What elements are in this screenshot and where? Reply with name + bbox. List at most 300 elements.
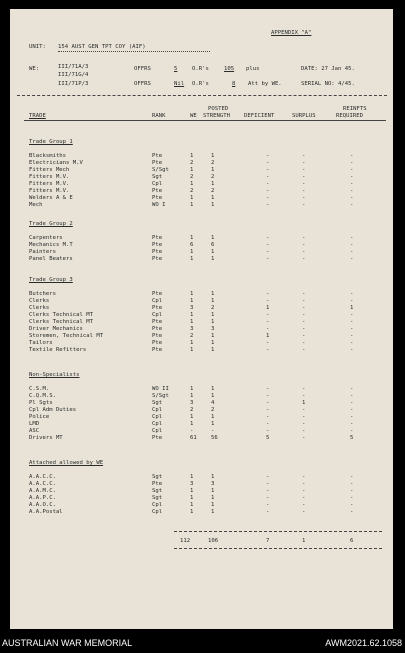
table-row	[10, 421, 393, 427]
required-cell: -	[350, 509, 354, 515]
strength-cell: 1	[211, 249, 215, 255]
rank-cell: Pte	[152, 305, 163, 311]
group-title: Trade Group 1	[29, 139, 73, 145]
total-we: 112	[180, 538, 191, 544]
we-cell: 1	[190, 256, 194, 262]
required-cell: -	[350, 242, 354, 248]
we-cell: 1	[190, 202, 194, 208]
we-cell: 2	[190, 174, 194, 180]
table-row	[10, 181, 393, 187]
deficient-cell: -	[266, 153, 270, 159]
we-cell: 1	[190, 347, 194, 353]
we-cell: 1	[190, 509, 194, 515]
we-cell: 2	[190, 188, 194, 194]
trade-cell: Clerks	[29, 298, 50, 304]
rank-cell: Sgt	[152, 400, 163, 406]
we-cell: 61	[190, 435, 197, 441]
surplus-cell: -	[302, 474, 306, 480]
surplus-cell: -	[302, 347, 306, 353]
required-cell: -	[350, 393, 354, 399]
table-row	[10, 400, 393, 406]
header-top-rule	[17, 95, 387, 96]
offrs-label-1: OFFRS	[134, 66, 151, 72]
required-cell: -	[350, 407, 354, 413]
deficient-cell: -	[266, 393, 270, 399]
col-header-deficient: DEFICIENT	[244, 113, 275, 119]
surplus-cell: -	[302, 153, 306, 159]
we-cell: 1	[190, 393, 194, 399]
trade-cell: A.A.C.C.	[29, 481, 56, 487]
we-cell: 1	[190, 291, 194, 297]
trade-cell: Clerks Technical MT	[29, 312, 93, 318]
required-cell: -	[350, 474, 354, 480]
table-row	[10, 488, 393, 494]
deficient-cell: -	[266, 312, 270, 318]
trade-cell: Pl Sgts	[29, 400, 53, 406]
col-header-we: WE	[190, 113, 197, 119]
surplus-cell: -	[302, 509, 306, 515]
required-cell: -	[350, 414, 354, 420]
strength-cell: -	[211, 428, 215, 434]
we-cell: -	[190, 428, 194, 434]
trade-cell: Fitters M.V.	[29, 188, 70, 194]
surplus-cell: 1	[302, 400, 306, 406]
deficient-cell: -	[266, 488, 270, 494]
col-header-rank: RANK	[152, 113, 166, 119]
required-cell: -	[350, 167, 354, 173]
totals-row	[10, 538, 393, 544]
table-row	[10, 509, 393, 515]
surplus-cell: -	[302, 502, 306, 508]
trade-cell: Fitters Mech	[29, 167, 70, 173]
strength-cell: 2	[211, 305, 215, 311]
surplus-cell: -	[302, 256, 306, 262]
surplus-cell: -	[302, 312, 306, 318]
strength-cell: 1	[211, 347, 215, 353]
col-header-strength: STRENGTH	[203, 113, 230, 119]
deficient-cell: -	[266, 509, 270, 515]
table-row	[10, 167, 393, 173]
required-cell: -	[350, 495, 354, 501]
deficient-cell: -	[266, 400, 270, 406]
required-cell: -	[350, 256, 354, 262]
table-row	[10, 298, 393, 304]
total-surplus: 1	[302, 538, 306, 544]
we-cell: 2	[190, 160, 194, 166]
we-cell: 1	[190, 414, 194, 420]
col-header-reinforcements: REINFTS	[343, 106, 367, 112]
surplus-cell: -	[302, 298, 306, 304]
rank-cell: Cpl	[152, 421, 163, 427]
required-cell: -	[350, 502, 354, 508]
we-cell: 1	[190, 181, 194, 187]
table-row	[10, 386, 393, 392]
surplus-cell: -	[302, 386, 306, 392]
table-row	[10, 195, 393, 201]
we-cell: 3	[190, 400, 194, 406]
rank-cell: Pte	[152, 347, 163, 353]
table-row	[10, 202, 393, 208]
required-cell: -	[350, 181, 354, 187]
we-cell: 1	[190, 474, 194, 480]
required-cell: -	[350, 347, 354, 353]
att-label: Att by WE.	[248, 81, 282, 87]
rank-cell: S/Sgt	[152, 167, 169, 173]
trade-cell: Storemen, Technical MT	[29, 333, 104, 339]
deficient-cell: -	[266, 326, 270, 332]
rank-cell: Cpl	[152, 428, 163, 434]
surplus-cell: -	[302, 326, 306, 332]
required-cell: -	[350, 249, 354, 255]
strength-cell: 1	[211, 312, 215, 318]
strength-cell: 1	[211, 474, 215, 480]
we-ref-2: III/71G/4	[58, 72, 89, 78]
trade-cell: A.A.C.C.	[29, 474, 56, 480]
strength-cell: 1	[211, 421, 215, 427]
table-row	[10, 333, 393, 339]
document-sheet	[10, 9, 393, 629]
we-cell: 1	[190, 495, 194, 501]
serial-label: SERIAL NO: 4/45.	[301, 81, 355, 87]
deficient-cell: -	[266, 340, 270, 346]
rank-cell: Cpl	[152, 509, 163, 515]
trade-cell: A.A.M.C.	[29, 488, 56, 494]
table-row	[10, 326, 393, 332]
rank-cell: Pte	[152, 319, 163, 325]
rank-cell: Cpl	[152, 407, 163, 413]
rank-cell: Cpl	[152, 502, 163, 508]
we-cell: 1	[190, 340, 194, 346]
deficient-cell: -	[266, 502, 270, 508]
strength-cell: 2	[211, 160, 215, 166]
rank-cell: Cpl	[152, 414, 163, 420]
rank-cell: Pte	[152, 153, 163, 159]
rank-cell: Pte	[152, 481, 163, 487]
we-cell: 3	[190, 305, 194, 311]
rank-cell: Pte	[152, 340, 163, 346]
deficient-cell: -	[266, 474, 270, 480]
required-cell: -	[350, 481, 354, 487]
surplus-cell: -	[302, 305, 306, 311]
ors-label-1: O.R's	[192, 66, 209, 72]
rank-cell: S/Sgt	[152, 393, 169, 399]
surplus-cell: -	[302, 249, 306, 255]
we-cell: 1	[190, 502, 194, 508]
required-cell: -	[350, 488, 354, 494]
col-header-required: REQUIRED	[336, 113, 363, 119]
strength-cell: 1	[211, 202, 215, 208]
surplus-cell: -	[302, 181, 306, 187]
strength-cell: 1	[211, 181, 215, 187]
rank-cell: WO I	[152, 202, 166, 208]
col-header-trade: TRADE	[29, 113, 46, 119]
table-row	[10, 414, 393, 420]
plus-label: plus	[246, 66, 260, 72]
deficient-cell: -	[266, 167, 270, 173]
deficient-cell: -	[266, 256, 270, 262]
rank-cell: Pte	[152, 160, 163, 166]
trade-cell: C.Q.M.S.	[29, 393, 56, 399]
rank-cell: Sgt	[152, 174, 163, 180]
deficient-cell: -	[266, 174, 270, 180]
trade-cell: Blacksmiths	[29, 153, 67, 159]
table-row	[10, 495, 393, 501]
header-bottom-rule	[24, 120, 386, 121]
required-cell: -	[350, 319, 354, 325]
date-label: DATE: 27 Jan 45.	[301, 66, 355, 72]
offrs-value-1: 5	[174, 66, 178, 72]
we-cell: 1	[190, 153, 194, 159]
table-row	[10, 235, 393, 241]
deficient-cell: -	[266, 347, 270, 353]
strength-cell: 1	[211, 319, 215, 325]
table-row	[10, 393, 393, 399]
deficient-cell: -	[266, 414, 270, 420]
ors-value-1: 105	[224, 66, 235, 72]
total-strength: 106	[208, 538, 219, 544]
rank-cell: WO II	[152, 386, 169, 392]
table-row	[10, 340, 393, 346]
strength-cell: 1	[211, 291, 215, 297]
we-cell: 1	[190, 488, 194, 494]
strength-cell: 1	[211, 333, 215, 339]
deficient-cell: -	[266, 188, 270, 194]
we-cell: 1	[190, 195, 194, 201]
deficient-cell: -	[266, 386, 270, 392]
strength-cell: 1	[211, 509, 215, 515]
unit-dots	[58, 51, 210, 52]
table-row	[10, 153, 393, 159]
table-row	[10, 407, 393, 413]
table-row	[10, 291, 393, 297]
offrs-label-2: OFFRS	[134, 81, 151, 87]
deficient-cell: -	[266, 319, 270, 325]
trade-cell: Butchers	[29, 291, 56, 297]
surplus-cell: -	[302, 421, 306, 427]
required-cell: 1	[350, 305, 354, 311]
rank-cell: Pte	[152, 242, 163, 248]
trade-cell: Fitters M.V.	[29, 174, 70, 180]
table-row	[10, 256, 393, 262]
trade-cell: Driver Mechanics	[29, 326, 83, 332]
table-row	[10, 312, 393, 318]
group-title: Trade Group 3	[29, 277, 73, 283]
strength-cell: 1	[211, 256, 215, 262]
group-title: Non-Specialists	[29, 372, 80, 378]
surplus-cell: -	[302, 435, 306, 441]
surplus-cell: -	[302, 414, 306, 420]
rank-cell: Pte	[152, 435, 163, 441]
deficient-cell: -	[266, 421, 270, 427]
surplus-cell: -	[302, 235, 306, 241]
deficient-cell: -	[266, 298, 270, 304]
unit-name: 154 AUST GEN TPT COY (AIF)	[58, 44, 146, 50]
deficient-cell: 1	[266, 333, 270, 339]
rank-cell: Pte	[152, 249, 163, 255]
surplus-cell: -	[302, 495, 306, 501]
table-row	[10, 188, 393, 194]
appendix-label: APPENDIX "A"	[271, 30, 312, 36]
rank-cell: Pte	[152, 333, 163, 339]
deficient-cell: -	[266, 481, 270, 487]
surplus-cell: -	[302, 319, 306, 325]
we-cell: 2	[190, 407, 194, 413]
trade-cell: Electricians M.V	[29, 160, 83, 166]
surplus-cell: -	[302, 242, 306, 248]
rank-cell: Pte	[152, 235, 163, 241]
rank-cell: Cpl	[152, 298, 163, 304]
surplus-cell: -	[302, 340, 306, 346]
strength-cell: 6	[211, 242, 215, 248]
table-row	[10, 474, 393, 480]
we-cell: 6	[190, 242, 194, 248]
trade-cell: Cpl Adm Duties	[29, 407, 77, 413]
we-cell: 1	[190, 298, 194, 304]
we-cell: 3	[190, 481, 194, 487]
strength-cell: 1	[211, 298, 215, 304]
deficient-cell: 1	[266, 305, 270, 311]
rank-cell: Pte	[152, 291, 163, 297]
rank-cell: Pte	[152, 195, 163, 201]
group-title: Trade Group 2	[29, 221, 73, 227]
strength-cell: 1	[211, 488, 215, 494]
offrs-value-2: Nil	[174, 81, 185, 87]
required-cell: -	[350, 291, 354, 297]
trade-cell: A.A.Postal	[29, 509, 63, 515]
footer-right: AWM2021.62.1058	[325, 638, 402, 648]
strength-cell: 3	[211, 481, 215, 487]
rank-cell: Sgt	[152, 474, 163, 480]
surplus-cell: -	[302, 481, 306, 487]
trade-cell: Textile Refitters	[29, 347, 87, 353]
surplus-cell: -	[302, 188, 306, 194]
surplus-cell: -	[302, 291, 306, 297]
strength-cell: 4	[211, 400, 215, 406]
strength-cell: 1	[211, 414, 215, 420]
we-ref-3: III/71P/3	[58, 81, 89, 87]
table-row	[10, 481, 393, 487]
table-row	[10, 347, 393, 353]
trade-cell: Painters	[29, 249, 56, 255]
strength-cell: 2	[211, 188, 215, 194]
rank-cell: Pte	[152, 326, 163, 332]
surplus-cell: -	[302, 160, 306, 166]
table-row	[10, 305, 393, 311]
trade-cell: ASC	[29, 428, 40, 434]
table-row	[10, 502, 393, 508]
total-deficient: 7	[266, 538, 270, 544]
we-cell: 1	[190, 312, 194, 318]
required-cell: -	[350, 202, 354, 208]
deficient-cell: -	[266, 195, 270, 201]
group-title: Attached allowed by WE	[29, 460, 104, 466]
trade-cell: Fitters M.V.	[29, 181, 70, 187]
trade-cell: LMD	[29, 421, 40, 427]
deficient-cell: -	[266, 181, 270, 187]
trade-cell: Clerks Technical MT	[29, 319, 93, 325]
strength-cell: 1	[211, 393, 215, 399]
totals-bottom-rule	[174, 548, 382, 549]
strength-cell: 1	[211, 153, 215, 159]
deficient-cell: -	[266, 242, 270, 248]
we-cell: 1	[190, 235, 194, 241]
rank-cell: Cpl	[152, 312, 163, 318]
trade-cell: A.A.P.C.	[29, 495, 56, 501]
required-cell: -	[350, 235, 354, 241]
required-cell: -	[350, 428, 354, 434]
surplus-cell: -	[302, 488, 306, 494]
we-cell: 1	[190, 319, 194, 325]
we-label: WE:	[29, 66, 40, 72]
deficient-cell: -	[266, 291, 270, 297]
trade-cell: Police	[29, 414, 50, 420]
trade-cell: Clerks	[29, 305, 50, 311]
col-header-posted: POSTED	[208, 106, 229, 112]
deficient-cell: 5	[266, 435, 270, 441]
we-cell: 1	[190, 386, 194, 392]
required-cell: -	[350, 174, 354, 180]
rank-cell: Cpl	[152, 181, 163, 187]
surplus-cell: -	[302, 174, 306, 180]
surplus-cell: -	[302, 393, 306, 399]
rank-cell: Pte	[152, 188, 163, 194]
strength-cell: 56	[211, 435, 218, 441]
trade-cell: Welders A & E	[29, 195, 73, 201]
trade-cell: Mech	[29, 202, 43, 208]
required-cell: -	[350, 312, 354, 318]
deficient-cell: -	[266, 160, 270, 166]
trade-cell: Tailors	[29, 340, 53, 346]
deficient-cell: -	[266, 495, 270, 501]
required-cell: -	[350, 386, 354, 392]
required-cell: -	[350, 153, 354, 159]
col-header-surplus: SURPLUS	[292, 113, 316, 119]
trade-cell: A.A.O.C.	[29, 502, 56, 508]
strength-cell: 2	[211, 407, 215, 413]
rank-cell: Sgt	[152, 488, 163, 494]
surplus-cell: -	[302, 167, 306, 173]
deficient-cell: -	[266, 249, 270, 255]
strength-cell: 1	[211, 235, 215, 241]
strength-cell: 1	[211, 340, 215, 346]
trade-cell: C.S.M.	[29, 386, 50, 392]
required-cell: -	[350, 421, 354, 427]
surplus-cell: -	[302, 333, 306, 339]
deficient-cell: -	[266, 235, 270, 241]
strength-cell: 2	[211, 174, 215, 180]
we-cell: 3	[190, 326, 194, 332]
total-required: 6	[350, 538, 354, 544]
required-cell: -	[350, 160, 354, 166]
surplus-cell: -	[302, 202, 306, 208]
table-row	[10, 319, 393, 325]
rank-cell: Sgt	[152, 495, 163, 501]
footer-left: AUSTRALIAN WAR MEMORIAL	[2, 638, 133, 648]
strength-cell: 1	[211, 386, 215, 392]
required-cell: -	[350, 326, 354, 332]
trade-cell: Drivers MT	[29, 435, 63, 441]
deficient-cell: -	[266, 202, 270, 208]
required-cell: 5	[350, 435, 354, 441]
strength-cell: 1	[211, 495, 215, 501]
strength-cell: 3	[211, 326, 215, 332]
table-row	[10, 174, 393, 180]
required-cell: -	[350, 340, 354, 346]
required-cell: -	[350, 400, 354, 406]
strength-cell: 1	[211, 167, 215, 173]
trade-cell: Mechanics M.T	[29, 242, 73, 248]
table-row	[10, 435, 393, 441]
